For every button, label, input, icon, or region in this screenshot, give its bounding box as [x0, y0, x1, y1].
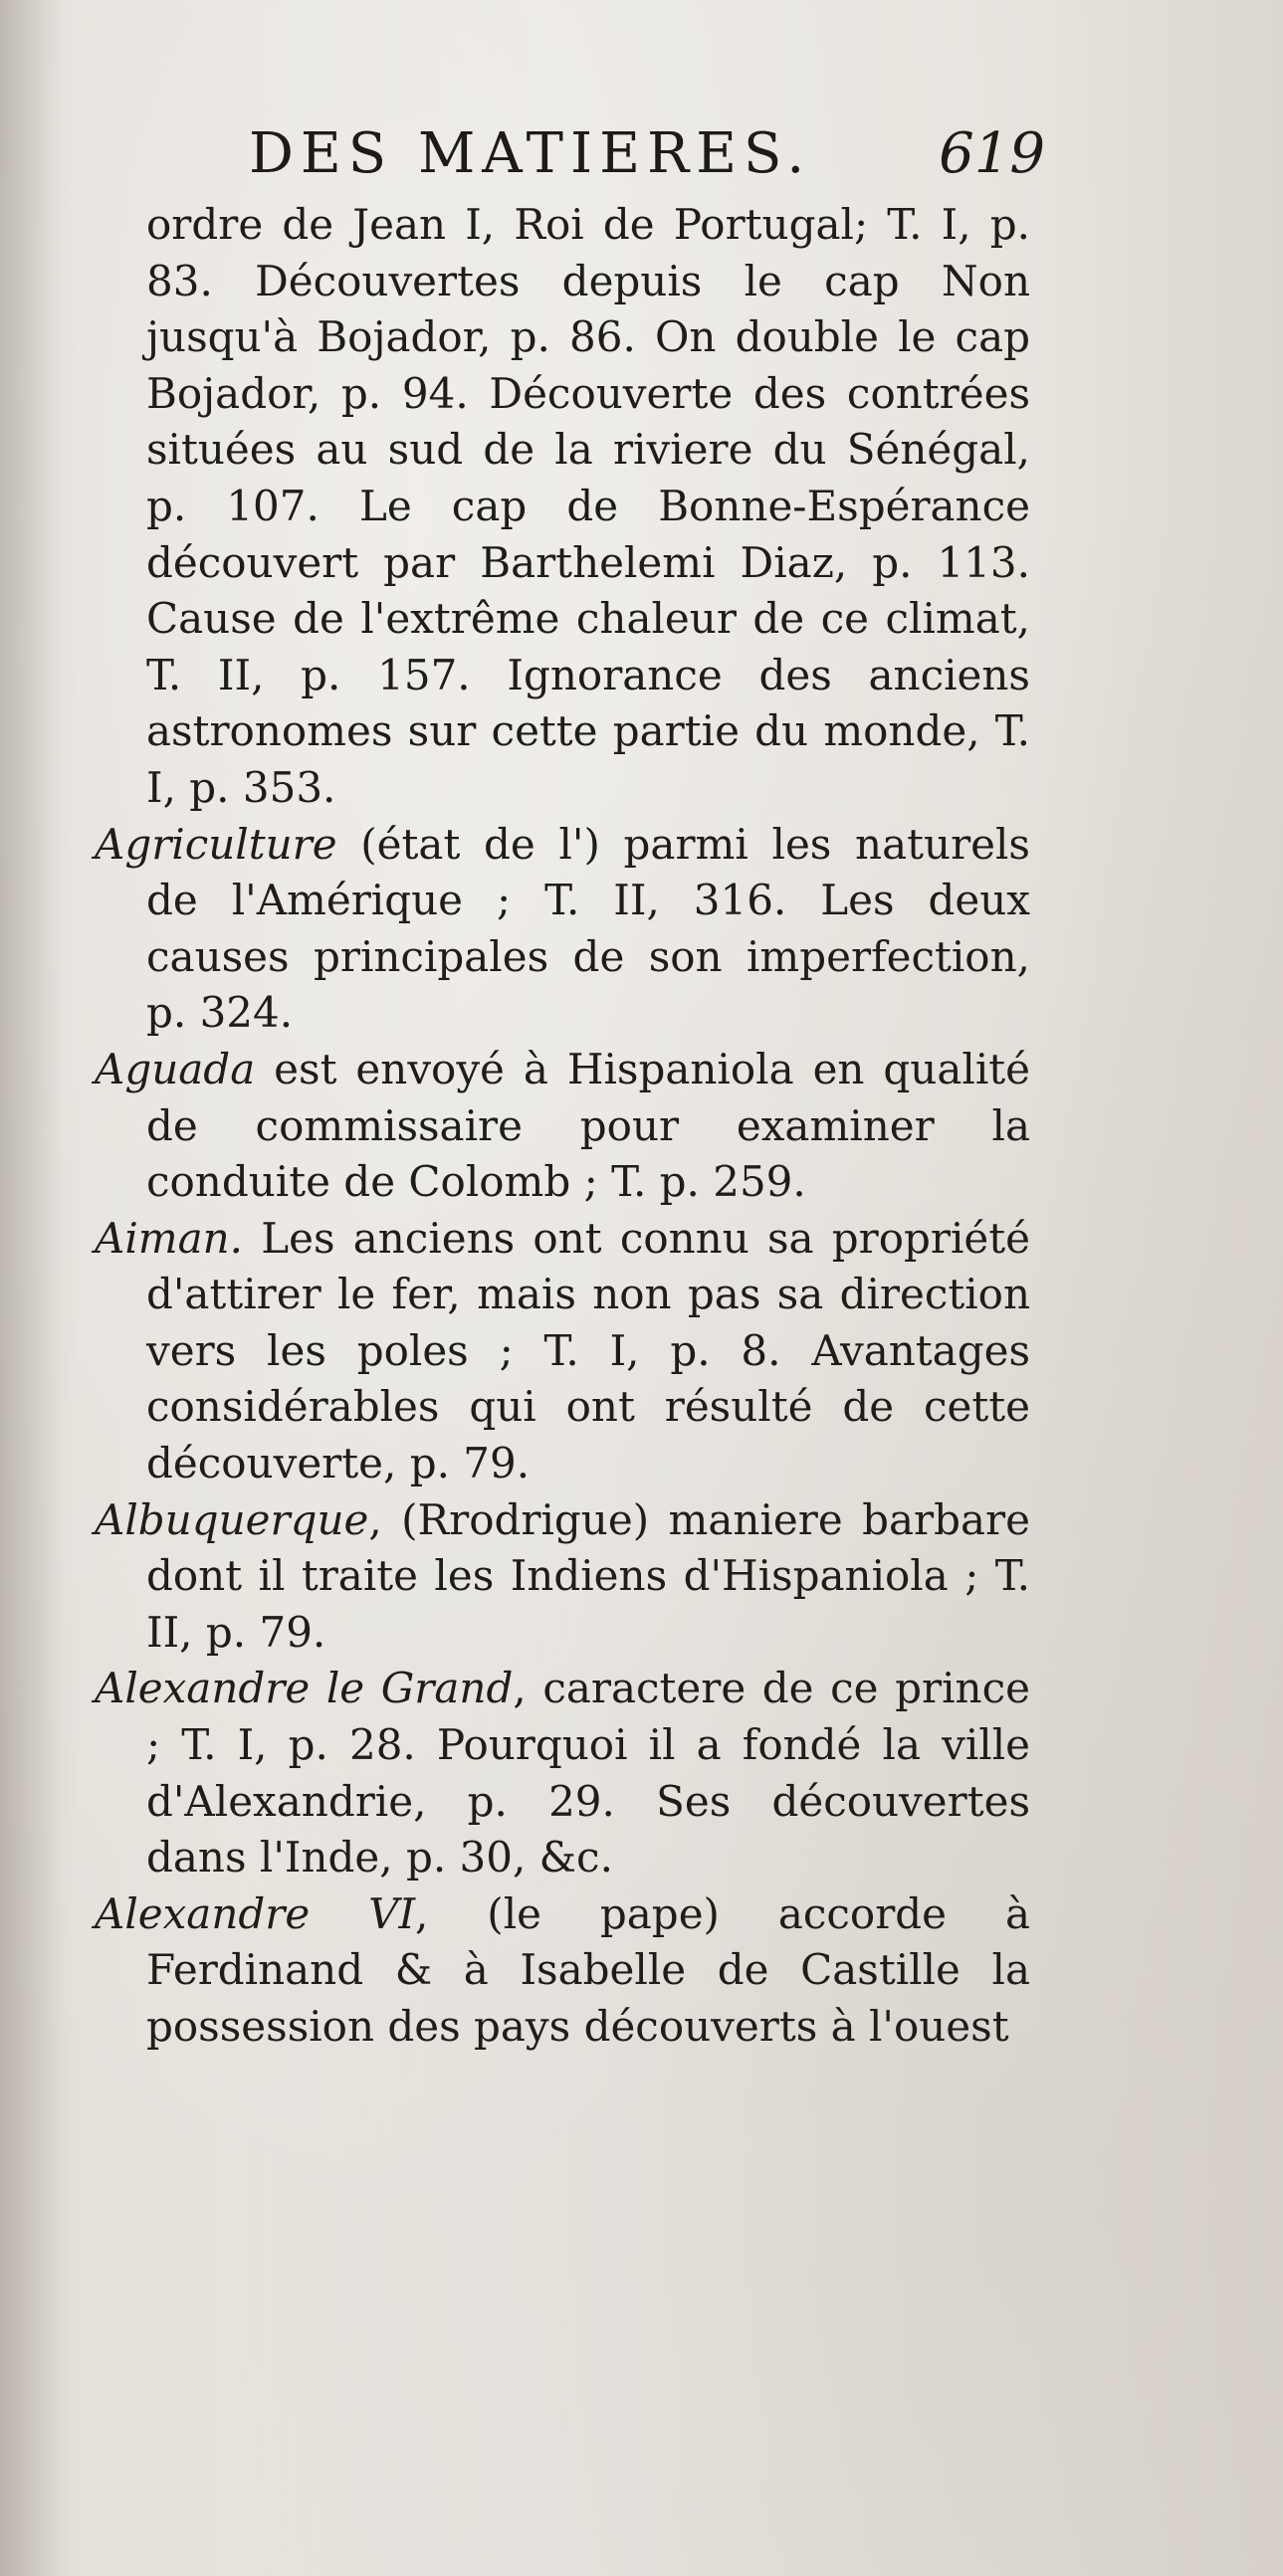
- index-text: [95, 197, 1030, 2056]
- index-entry: [95, 1492, 1030, 1662]
- entry-headword: Agriculture: [95, 819, 337, 869]
- entry-text: , caractere de ce prince ; T. I, p. 28. Pourquoi il a fondé la ville d'Alexandrie, p. 29. Ses découvertes dans l'Inde, p. 30, &c.: [146, 1664, 1030, 1882]
- entry-headword: Alexandre le Grand: [95, 1664, 514, 1713]
- entry-headword: Albuquerque: [95, 1494, 369, 1544]
- page-number: 619: [939, 121, 1045, 186]
- entry-headword: Aguada: [95, 1044, 256, 1093]
- entry-text: ordre de Jean I, Roi de Portugal; T. I, p. 83. Découvertes depuis le cap Non jusqu'à Bojador, p. 86. On double le cap Bojador, p. 94. Découverte des contrées situées au sud de la riviere du Sénégal, p. 107. Le cap de Bonne-Espérance découvert par Barthelemi Diaz, p. 113. Cause de l'extrême chaleur de ce climat, T. II, p. 157. Ignorance des anciens astronomes sur cette partie du monde, T. I, p. 353.: [146, 200, 1030, 812]
- index-entry: [95, 1042, 1030, 1211]
- page-fold-shadow: [0, 0, 60, 2576]
- index-entry: [95, 1886, 1030, 2056]
- entry-text: , (Rrodrigue) maniere barbare dont il traite les Indiens d'Hispaniola ; T. II, p. 79.: [146, 1494, 1030, 1657]
- entry-headword: Alexandre VI: [95, 1888, 416, 1938]
- index-entry: [95, 817, 1030, 1042]
- entry-text: , (le pape) accorde à Ferdinand & à Isabelle de Castille la possession des pays découverts à l'ouest: [146, 1888, 1030, 2051]
- running-header: [249, 121, 1045, 191]
- index-entry: [95, 1661, 1030, 1885]
- index-entry: [95, 1211, 1030, 1492]
- header-title: DES MATIERES.: [249, 121, 812, 186]
- index-entry-continuation: [95, 197, 1030, 817]
- entry-text: (état de l') parmi les naturels de l'Amérique ; T. II, 316. Les deux causes principales de son imperfection, p. 324.: [146, 819, 1030, 1038]
- entry-headword: Aiman.: [95, 1213, 244, 1263]
- entry-text: est envoyé à Hispaniola en qualité de commissaire pour examiner la conduite de Colomb ; T. p. 259.: [146, 1044, 1030, 1207]
- entry-text: Les anciens ont connu sa propriété d'attirer le fer, mais non pas sa direction vers les poles ; T. I, p. 8. Avantages considérables qui ont résulté de cette découverte, p. 79.: [146, 1213, 1030, 1488]
